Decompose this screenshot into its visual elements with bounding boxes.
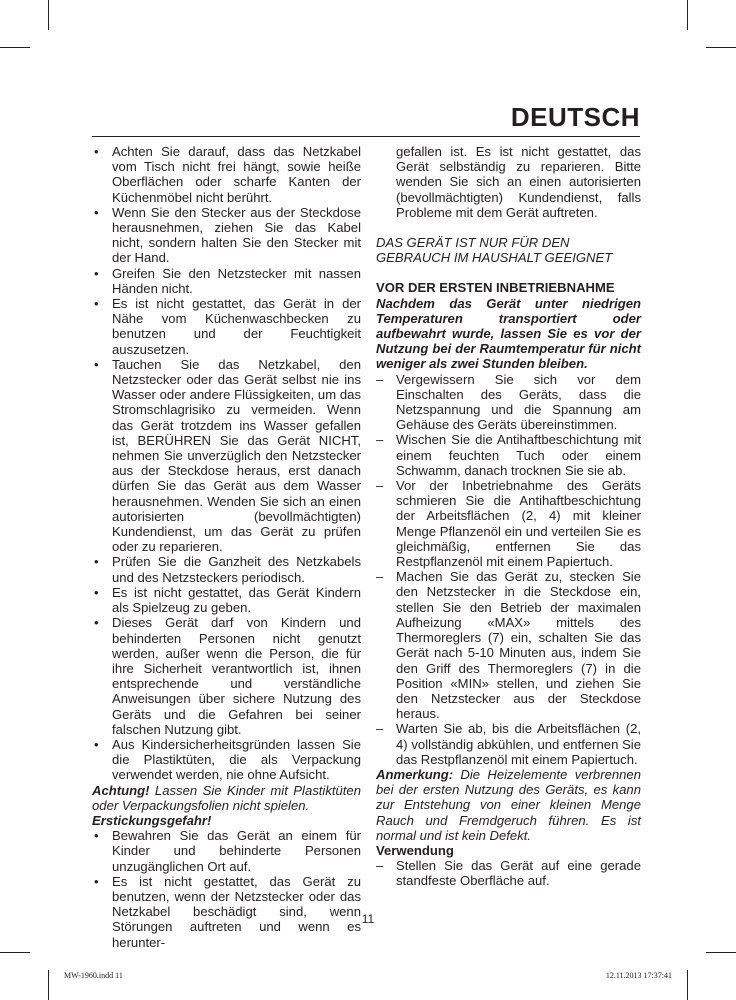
list-item: • Prüfen Sie die Ganzheit des Netzkabels und des Netzsteckers periodisch. [92,554,361,584]
crop-mark [0,952,30,953]
page-number: 11 [361,912,375,926]
crop-mark [687,970,688,1000]
list-item: • Dieses Gerät darf von Kindern und behinderten Personen nicht genutzt werden, außer wenn die Person, die für ihre Sicherheit verantwortlich ist, ihnen entsprechende und verständliche Anweisungen über sichere Nutzung des Geräts und die Gefahren bei seiner falschen Nutzung gibt. [92,615,361,737]
list-item: • Tauchen Sie das Netzkabel, den Netzstecker oder das Gerät selbst nie ins Wasser oder andere Flüssigkeiten, um das Stromschlagrisiko zu vermeiden. Wenn das Gerät trotzdem ins Wasser gefallen ist, BERÜHREN Sie das Gerät NICHT, nehmen Sie unverzüglich den Netzstecker aus der Steckdose heraus, erst danach dürfen Sie das Gerät aus dem Wasser herausnehmen. Wenden Sie sich an einen autorisierten (bevollmächtigten) Kundendienst, um das Gerät zu prüfen oder zu reparieren. [92,357,361,555]
list-item: • Es ist nicht gestattet, das Gerät in der Nähe vom Küchenwaschbecken zu benutzen und der Feuchtigkeit auszusetzen. [92,296,361,357]
crop-mark [48,970,49,1000]
continuation-text: gefallen ist. Es ist nicht gestattet, das Gerät selbständig zu reparieren. Bitte wenden Sie sich an einen autorisierten (bevollmächtigten) Kundendienst, falls Probleme mit dem Gerät auftreten. [396,144,641,220]
slug-file: MW-1960.indd 11 [64,971,123,980]
left-column [92,144,361,950]
list-item: – Vergewissern Sie sich vor dem Einschalten des Geräts, dass die Netzspannung und die Spannung am Gehäuse des Geräts übereinstimmen. [376,372,641,433]
crop-mark [48,0,49,30]
crop-mark [0,47,30,48]
list-item: • Es ist nicht gestattet, das Gerät zu benutzen, wenn der Netzstecker oder das Netzkabel beschädigt sind, wenn Störungen auftreten und wenn es herunter- [92,874,361,950]
warning-paragraph [92,783,361,813]
first-use-steps [376,372,641,767]
note-text: Die Heizelemente verbrennen bei der ersten Nutzung des Geräts, es kann zur Entstehung von einer kleinen Menge Rauch und Fremdgeruch führen. Es ist normal und ist kein Defekt. [376,766,641,843]
crop-mark [687,0,688,30]
first-use-heading: VOR DER ERSTEN INBETRIEBNAHME [376,280,615,296]
list-item: • Greifen Sie den Netzstecker mit nassen Händen nicht. [92,266,361,296]
first-use-intro: Nachdem das Gerät unter niedrigen Temperaturen transportiert oder aufbewahrt wurde, lassen Sie es vor der Nutzung bei der Raumtemperatur für nicht weniger als zwei Stunden bleiben. [376,295,641,372]
household-notice: DAS GERÄT IST NUR FÜR DEN GEBRAUCH IM HAUSHALT GEEIGNET [376,235,613,266]
language-title: DEUTSCH [510,102,640,132]
usage-heading: Verwendung [376,842,454,858]
list-item: – Stellen Sie das Gerät auf eine gerade standfeste Oberfläche auf. [376,858,641,888]
list-item: – Vor der Inbetriebnahme des Geräts schmieren Sie die Antihaftbeschichtung der Arbeitsflächen (2, 4) mit kleiner Menge Pflanzenöl ein und verteilen Sie es gleichmäßig, entfernen Sie das Restpflanzenöl mit einem Papiertuch. [376,478,641,569]
list-item: – Machen Sie das Gerät zu, stecken Sie den Netzstecker in die Steckdose ein, stellen Sie den Betrieb der maximalen Aufheizung «MAX» mittels des Thermoreglers (7) ein, schalten Sie das Gerät nach 5-10 Minuten aus, indem Sie den Griff des Thermoreglers (7) in die Position «MIN» stellen, und ziehen Sie den Netzstecker aus der Steckdose heraus. [376,569,641,721]
warning-label: Achtung! [92,782,150,798]
note-paragraph [376,767,641,843]
right-column [376,144,641,889]
list-item: • Achten Sie darauf, dass das Netzkabel vom Tisch nicht frei hängt, sowie heiße Oberflächen oder scharfe Kanten der Küchenmöbel nicht berührt. [92,144,361,205]
list-item: – Wischen Sie die Antihaftbeschichtung mit einem feuchten Tuch oder einem Schwamm, danach trocknen Sie sie ab. [376,432,641,478]
list-item: • Aus Kindersicherheitsgründen lassen Sie die Plastiktüten, die als Verpackung verwendet werden, nie ohne Aufsicht. [92,737,361,783]
safety-list-1 [92,144,361,783]
note-label: Anmerkung: [376,766,454,782]
suffocation-warning: Erstickungsgefahr! [92,812,212,828]
header-rule [92,136,640,137]
crop-mark [706,47,736,48]
usage-steps [376,858,641,888]
slug-date: 12.11.2013 17:37:41 [605,971,672,980]
list-item: • Wenn Sie den Stecker aus der Steckdose herausnehmen, ziehen Sie das Kabel nicht, sondern halten Sie den Stecker mit der Hand. [92,205,361,266]
crop-mark [706,952,736,953]
list-item: – Warten Sie ab, bis die Arbeitsflächen (2, 4) vollständig abkühlen, und entfernen Sie das Restpflanzenöl mit einem Papiertuch. [376,721,641,767]
safety-list-2 [92,828,361,950]
list-item: • Bewahren Sie das Gerät an einem für Kinder und behinderte Personen unzugänglichen Ort auf. [92,828,361,874]
warning-text: Lassen Sie Kinder mit Plastiktüten oder Verpackungsfolien nicht spielen. [92,782,361,813]
list-item: • Es ist nicht gestattet, das Gerät Kindern als Spielzeug zu geben. [92,585,361,615]
